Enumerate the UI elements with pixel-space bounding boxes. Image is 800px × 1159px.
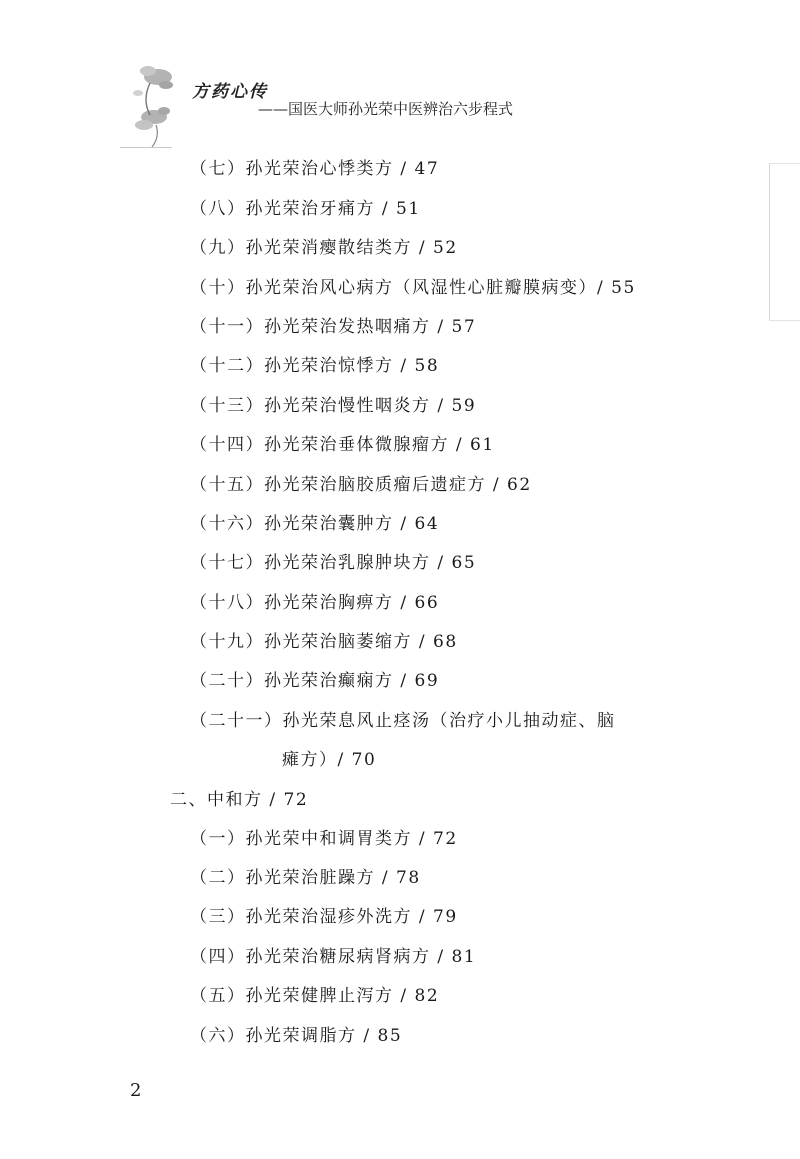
- running-header: [120, 55, 540, 150]
- toc-entry[interactable]: （十二）孙光荣治惊悸方 / 58: [190, 356, 440, 376]
- ink-flower-illustration: [120, 55, 190, 150]
- toc-entry[interactable]: （一）孙光荣中和调胃类方 / 72: [190, 829, 458, 849]
- toc-entry[interactable]: （九）孙光荣消瘿散结类方 / 52: [190, 238, 458, 258]
- toc-entry[interactable]: （五）孙光荣健脾止泻方 / 82: [190, 986, 440, 1006]
- toc-entry[interactable]: （八）孙光荣治牙痛方 / 51: [190, 199, 421, 219]
- toc-entry-continuation[interactable]: 瘫方）/ 70: [282, 750, 377, 770]
- toc-entry[interactable]: （二）孙光荣治脏躁方 / 78: [190, 868, 421, 888]
- toc-entry[interactable]: （十）孙光荣治风心病方（风湿性心脏瓣膜病变）/ 55: [190, 278, 636, 298]
- header-divider: [120, 147, 172, 148]
- page-number: 2: [130, 1080, 142, 1101]
- toc-entry[interactable]: （十五）孙光荣治脑胶质瘤后遗症方 / 62: [190, 475, 532, 495]
- toc-entry[interactable]: （十九）孙光荣治脑萎缩方 / 68: [190, 632, 458, 652]
- toc-entry[interactable]: （七）孙光荣治心悸类方 / 47: [190, 159, 440, 179]
- toc-entry[interactable]: （十六）孙光荣治囊肿方 / 64: [190, 514, 440, 534]
- toc-entry[interactable]: （二十）孙光荣治癫痫方 / 69: [190, 671, 440, 691]
- book-subtitle: ——国医大师孙光荣中医辨治六步程式: [258, 100, 514, 118]
- side-tab-marker: [769, 163, 800, 321]
- toc-entry[interactable]: （二十一）孙光荣息风止痉汤（治疗小儿抽动症、脑: [190, 711, 616, 731]
- toc-entry[interactable]: （十一）孙光荣治发热咽痛方 / 57: [190, 317, 477, 337]
- toc-entry[interactable]: （十七）孙光荣治乳腺肿块方 / 65: [190, 553, 477, 573]
- toc-entry[interactable]: （三）孙光荣治湿疹外洗方 / 79: [190, 907, 458, 927]
- toc-entry[interactable]: （十四）孙光荣治垂体微腺瘤方 / 61: [190, 435, 495, 455]
- toc-section-heading[interactable]: 二、中和方 / 72: [170, 790, 309, 810]
- book-title: 方药心传: [192, 82, 268, 102]
- toc-entry[interactable]: （十三）孙光荣治慢性咽炎方 / 59: [190, 396, 477, 416]
- toc-entry[interactable]: （十八）孙光荣治胸痹方 / 66: [190, 593, 440, 613]
- toc-entry[interactable]: （六）孙光荣调脂方 / 85: [190, 1026, 403, 1046]
- toc-entry[interactable]: （四）孙光荣治糖尿病肾病方 / 81: [190, 947, 477, 967]
